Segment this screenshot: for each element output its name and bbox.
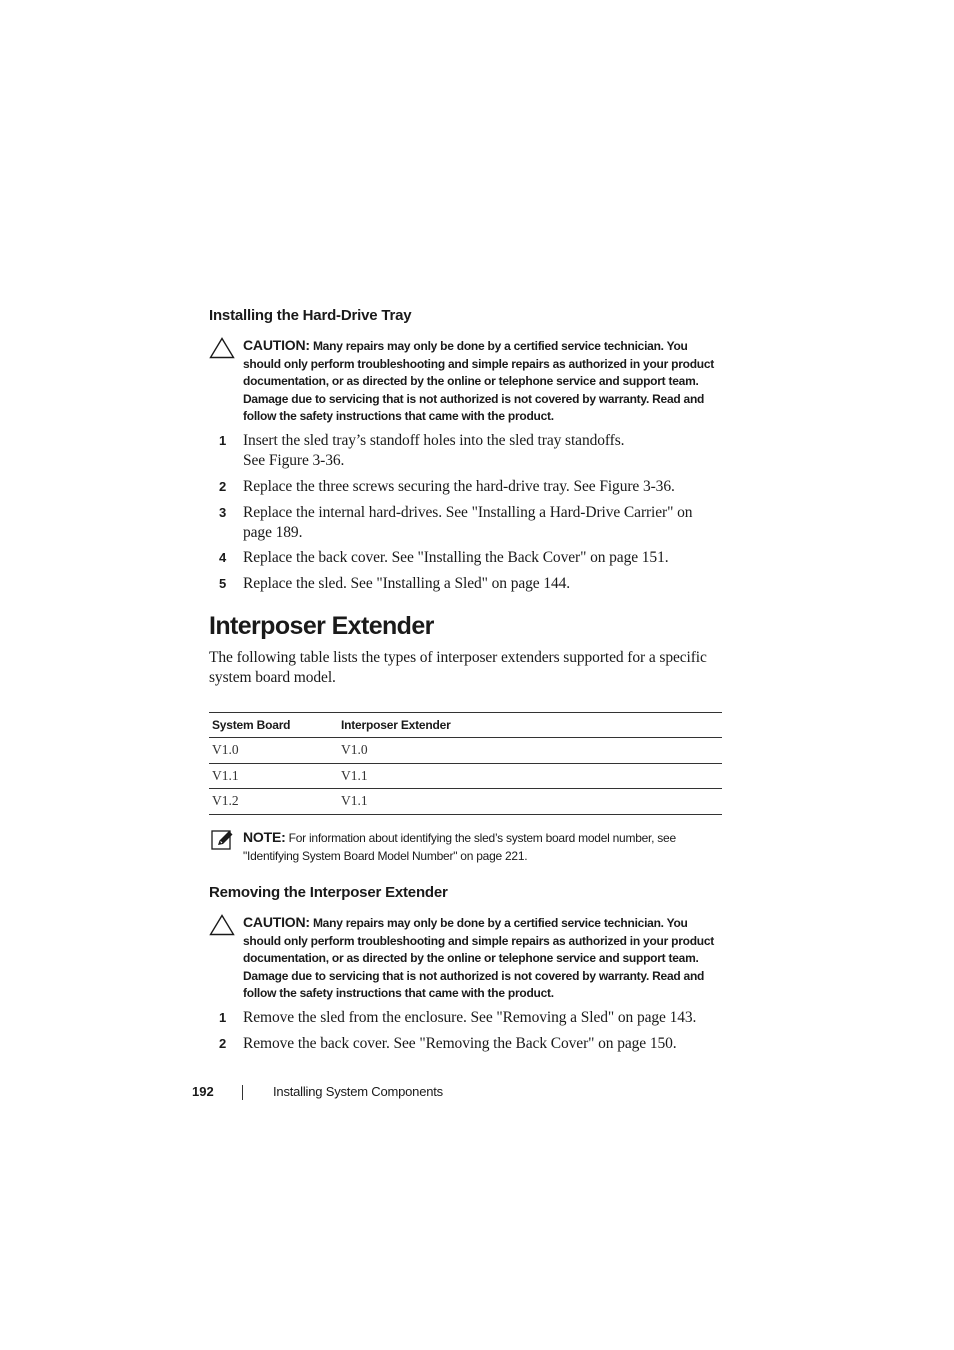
table-row [209,763,722,789]
table-cell: V1.1 [209,763,338,789]
step-number: 5 [219,576,227,592]
step-text: Remove the back cover. See "Removing the Back Cover" on page 150. [243,1034,677,1052]
remove-steps-list [209,1008,724,1060]
step-text: Insert the sled tray’s standoff holes into the sled tray standoffs. [243,432,625,449]
chapter-title: Installing System Components [273,1084,443,1099]
caution-label: CAUTION: [243,914,310,930]
footer-divider [242,1085,243,1100]
caution-triangle-icon [209,914,235,936]
caution-notice [209,914,724,1003]
interposer-table [209,712,722,815]
step-text: Remove the sled from the enclosure. See "Removing a Sled" on page 143. [243,1009,697,1026]
step-number: 4 [219,550,227,566]
note-text: For information about identifying the sled’s system board model number, see "Identifying System Board Model Number" on page 221. [243,831,676,863]
list-item [209,503,724,543]
intro-paragraph: The following table lists the types of interposer extenders supported for a specific system board model. [209,649,707,686]
table-cell: V1.2 [209,789,338,815]
note-notice [209,829,724,865]
table-row [209,738,722,764]
step-text: Replace the sled. See "Installing a Sled" on page 144. [243,575,571,593]
install-steps-list [209,431,724,600]
step-text: Replace the three screws securing the hard-drive tray. See Figure 3-36. [243,477,675,495]
table-cell: V1.1 [338,789,722,815]
note-label: NOTE: [243,829,286,845]
list-item [209,431,724,471]
step-number: 1 [219,1010,227,1025]
step-number: 3 [219,504,227,520]
table-cell: V1.0 [209,738,338,764]
column-header-interposer-extender: Interposer Extender [338,713,722,738]
table-cell: V1.1 [338,763,722,789]
list-item [209,1034,724,1054]
page-title-interposer-extender: Interposer Extender [209,612,434,640]
step-number: 2 [219,1035,227,1051]
note-pencil-icon [209,829,235,851]
caution-text: Many repairs may only be done by a certified service technician. You should only perform troubleshooting and simple repairs as authorized in your product documentation, or as directed by the online or telephone service and support team. Damage due to servicing that is not authorized is not covered by warranty. Read and follow the safety instructions that came with the product. [243,916,715,1001]
list-item [209,548,724,568]
column-header-system-board: System Board [209,713,338,738]
step-text: Replace the back cover. See "Installing the Back Cover" on page 151. [243,549,669,567]
section-heading-removing-interposer-extender: Removing the Interposer Extender [209,884,448,901]
step-number: 2 [219,478,227,494]
list-item [209,477,724,497]
step-text: Replace the internal hard-drives. See "Installing a Hard-Drive Carrier" on page 189. [243,503,693,541]
caution-triangle-icon [209,337,235,359]
table-header-row [209,713,722,738]
step-number: 1 [219,433,227,448]
caution-label: CAUTION: [243,337,310,353]
caution-notice [209,337,724,426]
list-item [209,574,724,594]
table-row [209,789,722,815]
page-number: 192 [192,1084,214,1099]
table-cell: V1.0 [338,738,722,764]
step-text-continued: See Figure 3-36. [243,452,345,469]
section-heading-installing-hard-drive-tray: Installing the Hard-Drive Tray [209,307,412,324]
caution-text: Many repairs may only be done by a certified service technician. You should only perform troubleshooting and simple repairs as authorized in your product documentation, or as directed by the online or telephone service and support team. Damage due to servicing that is not authorized is not covered by warranty. Read and follow the safety instructions that came with the product. [243,339,715,424]
list-item [209,1008,724,1028]
